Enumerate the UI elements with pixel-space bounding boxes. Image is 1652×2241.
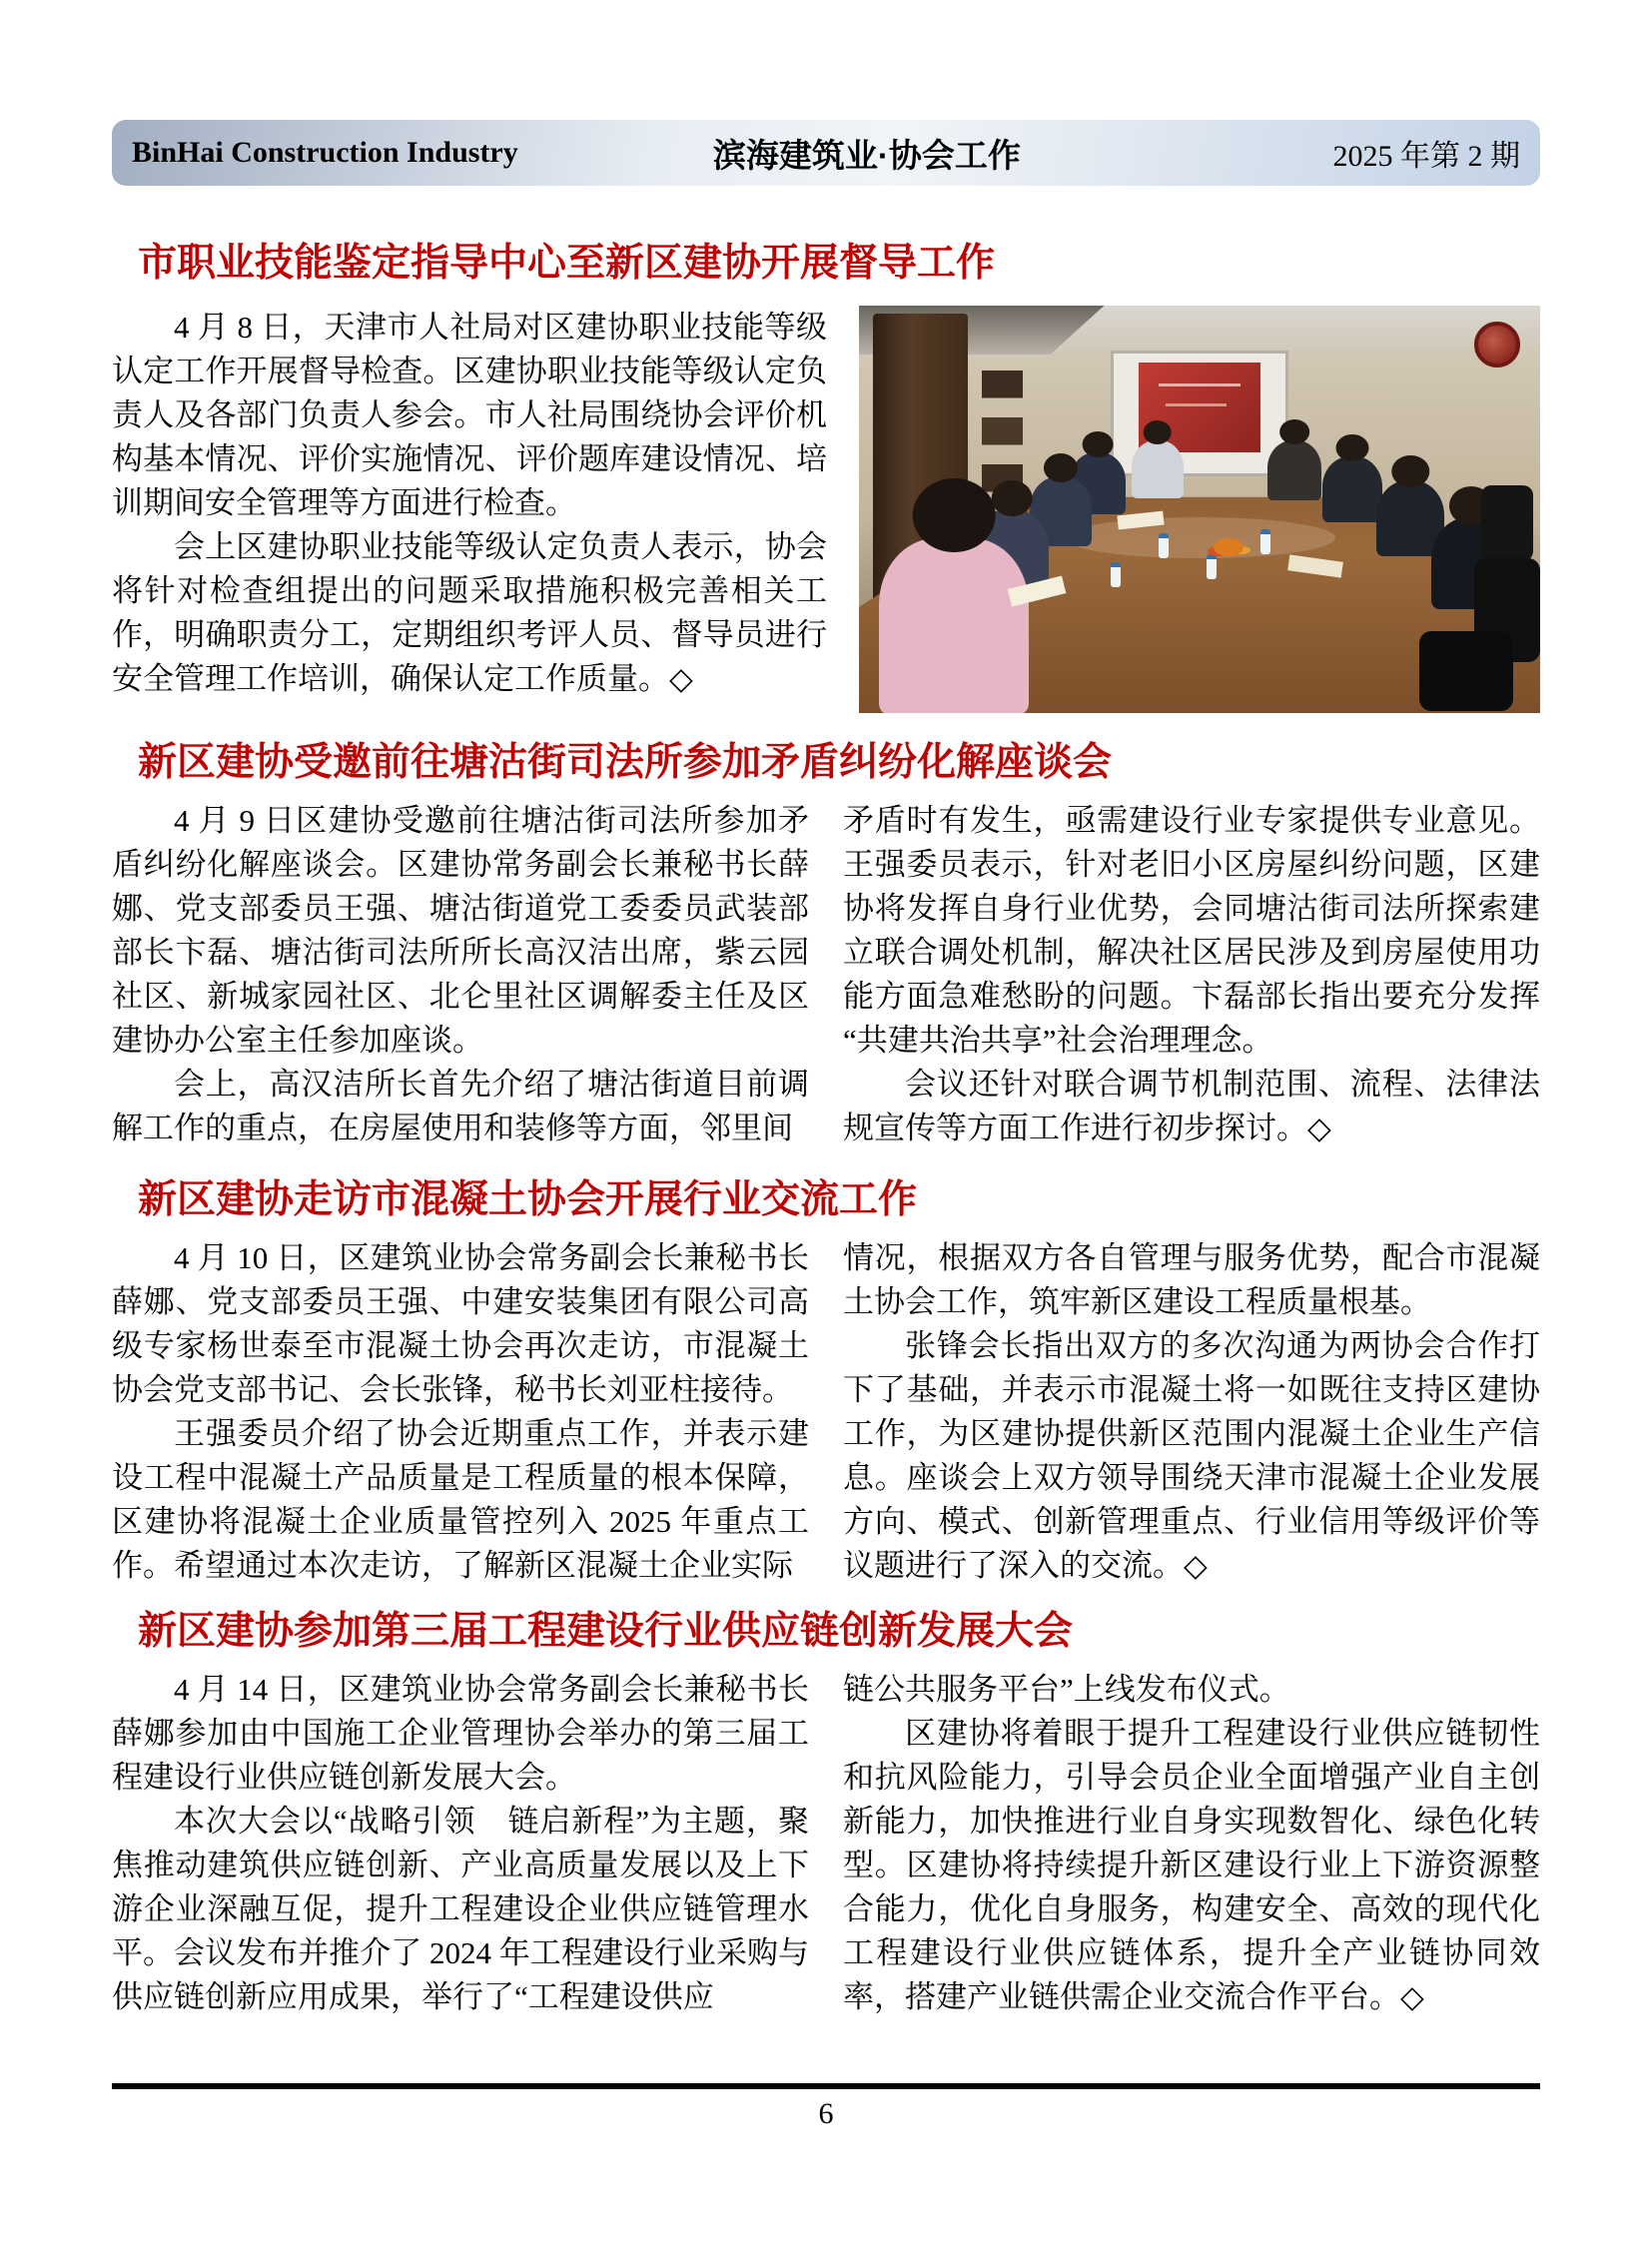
photo-water-bottle [1260,529,1270,554]
page-number: 6 [818,2097,834,2130]
article-1-title: 市职业技能鉴定指导中心至新区建协开展督导工作 [138,242,996,285]
photo-round-emblem [1474,322,1520,368]
article-3-body [112,1236,1540,1588]
article-3-right-column [843,1236,1540,1588]
article-2-left-column [112,799,809,1150]
article-4-paragraph: 本次大会以“战略引领 链启新程”为主题，聚焦推动建筑供应链创新、产业高质量发展以及上下游企业深融互促，提升工程建设企业供应链管理水平。会议发布并推介了 2024 年工程建设行业采购与供应链创新应用成果，举行了“工程建设供应 [112,1804,809,2014]
photo-table-reflection [1064,517,1336,558]
page-footer [112,2083,1540,2131]
article-2-title: 新区建协受邀前往塘沽街司法所参加矛盾纠纷化解座谈会 [138,741,1113,784]
article-4-paragraph: 链公共服务平台”上线发布仪式。 [843,1672,1290,1707]
article-3-left-column [112,1236,809,1588]
photo-person [1267,440,1321,500]
article-4-paragraph: 区建协将着眼于提升工程建设行业供应链韧性和抗风险能力，引导会员企业全面增强产业自主创新能力，加快推进行业自身实现数智化、绿色化转型。区建协将持续提升新区建设行业上下游资源整合能力，优化自身服务，构建安全、高效的现代化工程建设行业供应链体系，提升全产业链协同效率，搭建产业链供需企业交流合作平台。◇ [843,1716,1540,2014]
photo-water-bottle [1159,533,1169,558]
header-section-title: 滨海建筑业·协会工作 [712,136,1021,174]
photo-water-bottle [1207,554,1217,579]
photo-person-pink-jacket [879,538,1029,713]
page-content [0,120,1652,2019]
photo-person [1322,456,1382,522]
article-2-right-column [843,799,1540,1150]
article-4-body [112,1668,1540,2019]
article-4-paragraph: 4 月 14 日，区建筑业协会常务副会长兼秘书长薛娜参加由中国施工企业管理协会举办的第三届工程建设行业供应链创新发展大会。 [112,1672,809,1795]
photo-slide-text-line [1159,383,1240,386]
photo-office-chair [1419,631,1513,711]
photo-fruit-plate [1214,538,1243,556]
photo-person [1132,440,1184,498]
article-1-text-column [112,306,827,713]
article-2-paragraph: 会上，高汉洁所长首先介绍了塘沽街道目前调解工作的重点，在房屋使用和装修等方面，邻里间 [112,1067,809,1145]
photo-slide-text-line [1166,403,1227,406]
article-2-body [112,799,1540,1150]
article-4-title: 新区建协参加第三届工程建设行业供应链创新发展大会 [138,1610,1074,1653]
meeting-photo [859,306,1540,713]
article-4-right-column [843,1668,1540,2019]
header-issue-number: 2025 年第 2 期 [1332,140,1521,173]
article-2-paragraph: 会议还针对联合调节机制范围、流程、法律法规宣传等方面工作进行初步探讨。◇ [843,1067,1540,1145]
article-2-paragraph: 矛盾时有发生，亟需建设行业专家提供专业意见。王强委员表示，针对老旧小区房屋纠纷问题，区建协将发挥自身行业优势，会同塘沽街司法所探索建立联合调处机制，解决社区居民涉及到房屋使用功能方面急难愁盼的问题。卞磊部长指出要充分发挥“共建共治共享”社会治理理念。 [843,803,1540,1058]
article-3-title: 新区建协走访市混凝土协会开展行业交流工作 [138,1178,918,1221]
article-3-paragraph: 4 月 10 日，区建筑业协会常务副会长兼秘书长薛娜、党支部委员王强、中建安装集团有限公司高级专家杨世泰至市混凝土协会再次走访，市混凝土协会党支部书记、会长张锋，秘书长刘亚柱接待。 [112,1240,809,1407]
photo-office-chair [1481,485,1533,561]
article-2-paragraph: 4 月 9 日区建协受邀前往塘沽街司法所参加矛盾纠纷化解座谈会。区建协常务副会长兼秘书长薛娜、党支部委员王强、塘沽街道党工委委员武装部部长卞磊、塘沽街司法所所长高汉洁出席，紫云园社区、新城家园社区、北仑里社区调解委主任及区建协办公室主任参加座谈。 [112,803,809,1058]
article-1-paragraph: 4 月 8 日，天津市人社局对区建协职业技能等级认定工作开展督导检查。区建协职业技能等级认定负责人及各部门负责人参会。市人社局围绕协会评价机构基本情况、评价实施情况、评价题库建设情况、培训期间安全管理等方面进行检查。 [112,310,827,520]
photo-water-bottle [1111,562,1121,587]
article-1-body [112,306,1540,713]
article-1-paragraph: 会上区建协职业技能等级认定负责人表示，协会将针对检查组提出的问题采取措施积极完善相关工作，明确职责分工，定期组织考评人员、督导员进行安全管理工作培训，确保认定工作质量。◇ [112,529,827,696]
article-3-paragraph: 王强委员介绍了协会近期重点工作，并表示建设工程中混凝土产品质量是工程质量的根本保障，区建协将混凝土企业质量管控列入 2025 年重点工作。希望通过本次走访，了解新区混凝土企业实际 [112,1416,809,1583]
article-4-left-column [112,1668,809,2019]
header-journal-name-en: BinHai Construction Industry [132,136,518,169]
article-3-paragraph: 情况，根据双方各自管理与服务优势，配合市混凝土协会工作，筑牢新区建设工程质量根基。 [843,1240,1540,1319]
article-3-paragraph: 张锋会长指出双方的多次沟通为两协会合作打下了基础，并表示市混凝土将一如既往支持区建协工作，为区建协提供新区范围内混凝土企业生产信息。座谈会上双方领导围绕天津市混凝土企业发展方向、模式、创新管理重点、行业信用等级评价等议题进行了深入的交流。◇ [843,1328,1540,1583]
page-header-band [112,120,1540,186]
